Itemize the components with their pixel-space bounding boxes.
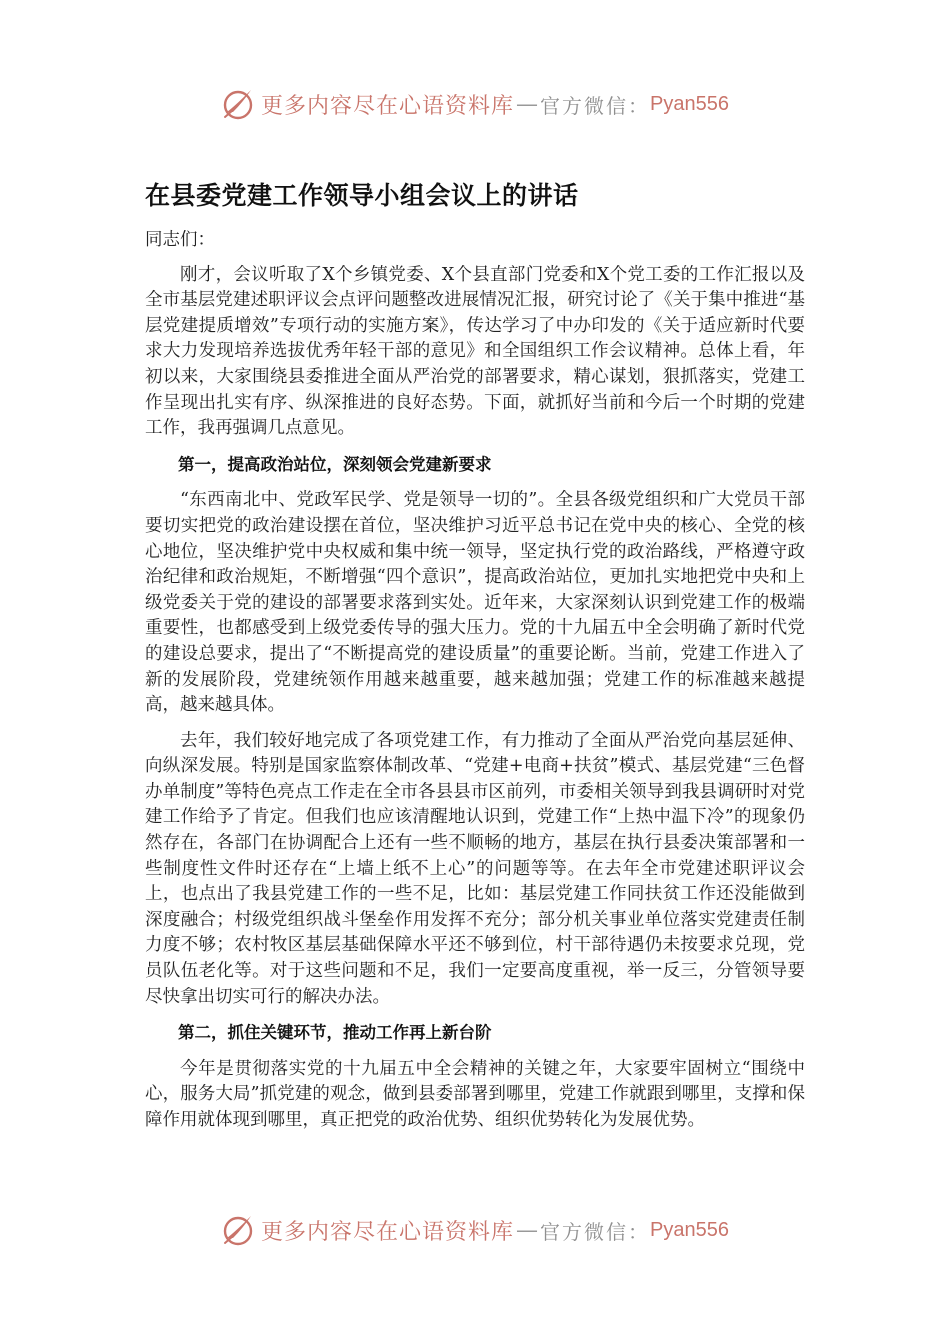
section-heading-second: 第二，抓住关键环节，推动工作再上新台阶 bbox=[178, 1023, 492, 1043]
paragraph-political-position: “东西南北中、党政军民学、党是领导一切的”。全县各级党组织和广大党员干部要切实把党的政治建设摆在首位，坚决维护习近平总书记在党中央的核心、全党的核心地位，坚决维护党中央权威和集中统一领导，坚定执行党的政治路线，严格遵守政治纪律和政治规矩，不断增强“四个意识”，提高政治站位，更加扎实地把党中央和上级党委关于党的建设的部署要求落到实处。近年来，大家深刻认识到党建工作的极端重要性，也都感受到上级党委传导的强大压力。党的十九届五中全会明确了新时代党的建设总要求，提出了“不断提高党的建设质量”的重要论断。当前，党建工作进入了新的发展阶段，党建统领作用越来越重要，越来越加强；党建工作的标准越来越提高，越来越具体。 bbox=[145, 490, 805, 716]
document-body bbox=[145, 228, 805, 1144]
quill-logo-icon bbox=[221, 86, 257, 122]
watermark-banner-bottom bbox=[0, 1210, 950, 1250]
watermark-brand-text: 更多内容尽在心语资料库 bbox=[261, 93, 515, 119]
section-heading-first: 第一，提高政治站位，深刻领会党建新要求 bbox=[178, 454, 492, 474]
watermark-wechat-id: Pyan556 bbox=[650, 92, 729, 115]
watermark-separator: — bbox=[516, 91, 539, 117]
watermark-separator: — bbox=[516, 1217, 539, 1243]
watermark-wechat-label: 官方微信： bbox=[540, 1219, 651, 1244]
paragraph-last-year-review: 去年，我们较好地完成了各项党建工作，有力推动了全面从严治党向基层延伸、向纵深发展。特别是国家监察体制改革、“党建+电商+扶贫”模式、基层党建“三色督办单制度”等特色亮点工作走在全市各县县市区前列，市委相关领导到我县调研时对党建工作给予了肯定。但我们也应该清醒地认识到，党建工作“上热中温下冷”的现象仍然存在，各部门在协调配合上还有一些不顺畅的地方，基层在执行县委决策部署和一些制度性文件时还存在“上墙上纸不上心”的问题等等。在去年全市党建述职评议会上，也点出了我县党建工作的一些不足，比如：基层党建工作同扶贫工作还没能做到深度融合；村级党组织战斗堡垒作用发挥不充分；部分机关事业单位落实党建责任制力度不够；农村牧区基层基础保障水平还不够到位，村干部待遇仍未按要求兑现，党员队伍老化等。对于这些问题和不足，我们一定要高度重视，举一反三，分管领导要尽快拿出切实可行的解决办法。 bbox=[145, 730, 805, 1007]
watermark-banner-top bbox=[0, 84, 950, 124]
paragraph-intro: 刚才，会议听取了X个乡镇党委、X个县直部门党委和X个党工委的工作汇报以及全市基层党建述职评议会点评问题整改进展情况汇报，研究讨论了《关于集中推进“基层党建提质增效”专项行动的实施方案》，传达学习了中办印发的《关于适应新时代要求大力发现培养选拔优秀年轻干部的意见》和全国组织工作会议精神。总体上看，年初以来，大家围绕县委推进全面从严治党的部署要求，精心谋划，狠抓落实，党建工作呈现出扎实有序、纵深推进的良好态势。下面，就抓好当前和今后一个时期的党建工作，我再强调几点意见。 bbox=[145, 264, 805, 439]
watermark-wechat-id: Pyan556 bbox=[650, 1218, 729, 1241]
paragraph-key-year: 今年是贯彻落实党的十九届五中全会精神的关键之年，大家要牢固树立“围绕中心，服务大局”抓党建的观念，做到县委部署到哪里，党建工作就跟到哪里，支撑和保障作用就体现到哪里，真正把党的政治优势、组织优势转化为发展优势。 bbox=[145, 1058, 805, 1130]
watermark-wechat-label: 官方微信： bbox=[540, 93, 651, 118]
quill-logo-icon bbox=[221, 1212, 257, 1248]
greeting: 同志们： bbox=[145, 230, 215, 250]
page-title: 在县委党建工作领导小组会议上的讲话 bbox=[145, 181, 579, 210]
watermark-brand-text: 更多内容尽在心语资料库 bbox=[261, 1219, 515, 1245]
